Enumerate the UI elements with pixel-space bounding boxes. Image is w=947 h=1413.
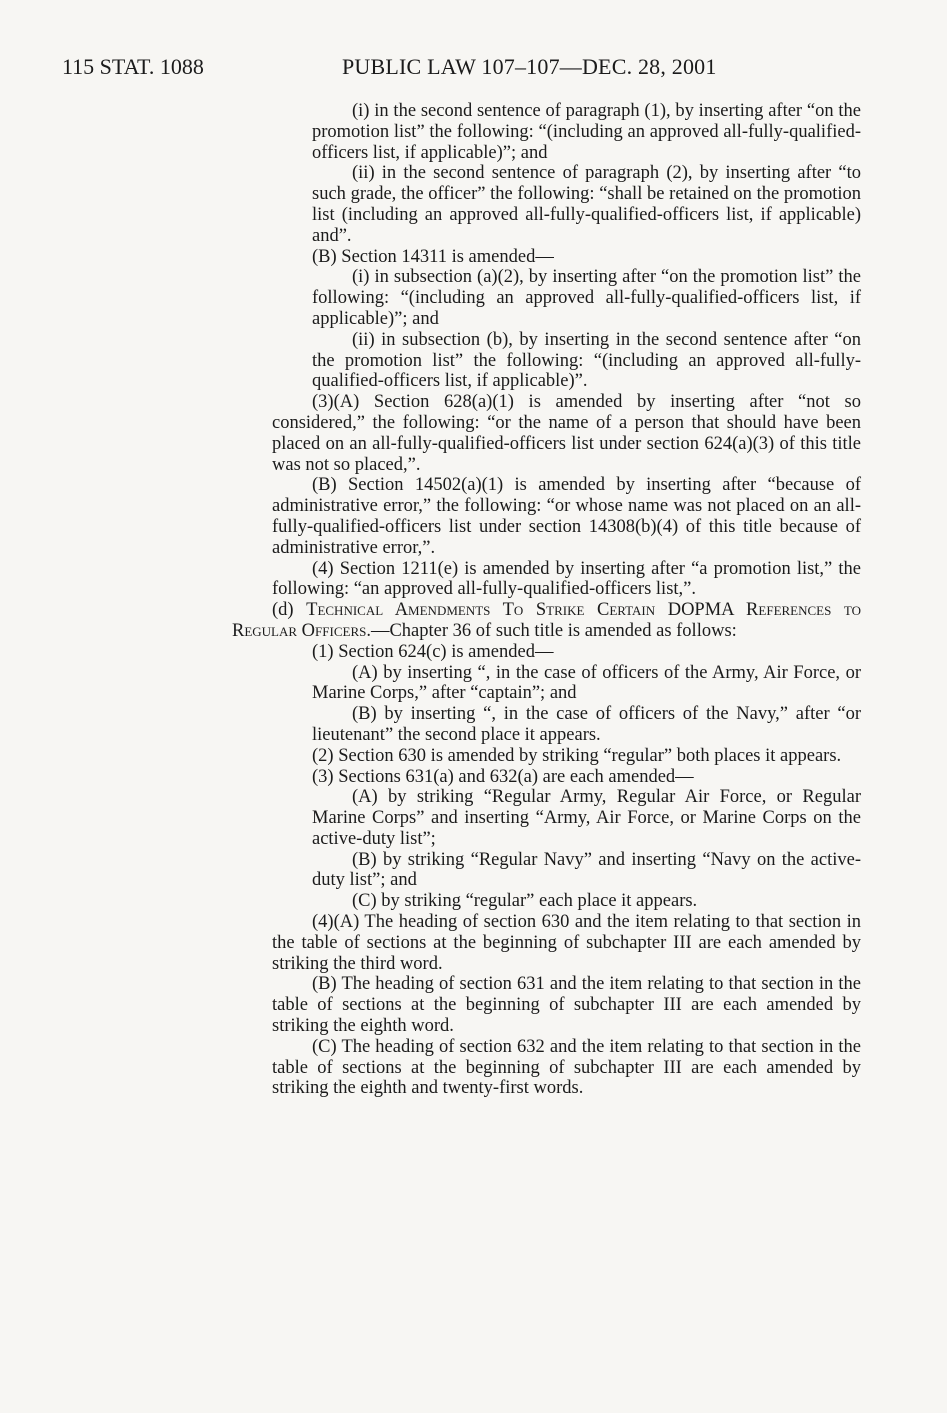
- paragraph: (B) by striking “Regular Navy” and inserting “Navy on the active-duty list”; and: [312, 849, 861, 891]
- subsection-text: —Chapter 36 of such title is amended as follows:: [370, 620, 737, 641]
- paragraph: (C) by striking “regular” each place it appears.: [352, 891, 698, 912]
- document-body: [232, 101, 861, 1099]
- paragraph: (2) Section 630 is amended by striking “regular” both places it appears.: [312, 745, 842, 766]
- subsection-caption: Technical Amendments To Strike Certain DOPMA References to Regular Officers.: [232, 600, 862, 641]
- page-number: 115 STAT. 1088: [62, 54, 204, 79]
- paragraph: (A) by striking “Regular Army, Regular Air Force, or Regular Marine Corps” and inserting “Army, Air Force, or Marine Corps on the active-duty list”;: [312, 787, 861, 849]
- paragraph: (B) by inserting “, in the case of officers of the Navy,” after “or lieutenant” the second place it appears.: [312, 704, 861, 745]
- subsection-prefix: (d): [272, 600, 307, 621]
- paragraph: (B) Section 14502(a)(1) is amended by inserting after “because of administrative error,” the following: “or whose name was not placed on an all-fully-qualified-officers list under section 14308(b)(4) of this title because of administrative error,”.: [272, 475, 861, 558]
- paragraph: (3) Sections 631(a) and 632(a) are each amended—: [312, 766, 694, 787]
- paragraph: (1) Section 624(c) is amended—: [312, 641, 554, 662]
- paragraph: (ii) in subsection (b), by inserting in the second sentence after “on the promotion list” the following: “(including an approved all-fully-qualified-officers list, if applicable)”.: [312, 329, 861, 392]
- paragraph: (4) Section 1211(e) is amended by inserting after “a promotion list,” the following: “an approved all-fully-qualified-officers list,”.: [272, 558, 861, 600]
- paragraph: (i) in the second sentence of paragraph (1), by inserting after “on the promotion list” the following: “(including an approved all-fully-qualified-officers list, if applicable)”; and: [312, 101, 861, 163]
- running-head: PUBLIC LAW 107–107—DEC. 28, 2001: [342, 54, 717, 79]
- paragraph: (C) The heading of section 632 and the item relating to that section in the table of sections at the beginning of subchapter III are each amended by striking the eighth and twenty-first words.: [272, 1036, 861, 1099]
- paragraph: (B) Section 14311 is amended—: [312, 246, 554, 267]
- paragraph: (4)(A) The heading of section 630 and the item relating to that section in the table of sections at the beginning of subchapter III are each amended by striking the third word.: [272, 912, 861, 974]
- paragraph: (B) The heading of section 631 and the item relating to that section in the table of sections at the beginning of subchapter III are each amended by striking the eighth word.: [272, 974, 861, 1037]
- paragraph: (ii) in the second sentence of paragraph (2), by inserting after “to such grade, the officer” the following: “shall be retained on the promotion list (including an approved all-fully-qualified-officers list, if applicable) and”.: [312, 163, 861, 246]
- paragraph: (i) in subsection (a)(2), by inserting after “on the promotion list” the following: “(including an approved all-fully-qualified-officers list, if applicable)”; and: [312, 267, 861, 329]
- subsection-d-paragraph: [232, 600, 861, 642]
- paragraph: (A) by inserting “, in the case of officers of the Army, Air Force, or Marine Corps,” after “captain”; and: [312, 662, 861, 704]
- paragraph: (3)(A) Section 628(a)(1) is amended by inserting after “not so considered,” the following: “or the name of a person that should have been placed on an all-fully-qualified-officers list under section 624(a)(3) of this title was not so placed,”.: [272, 392, 861, 475]
